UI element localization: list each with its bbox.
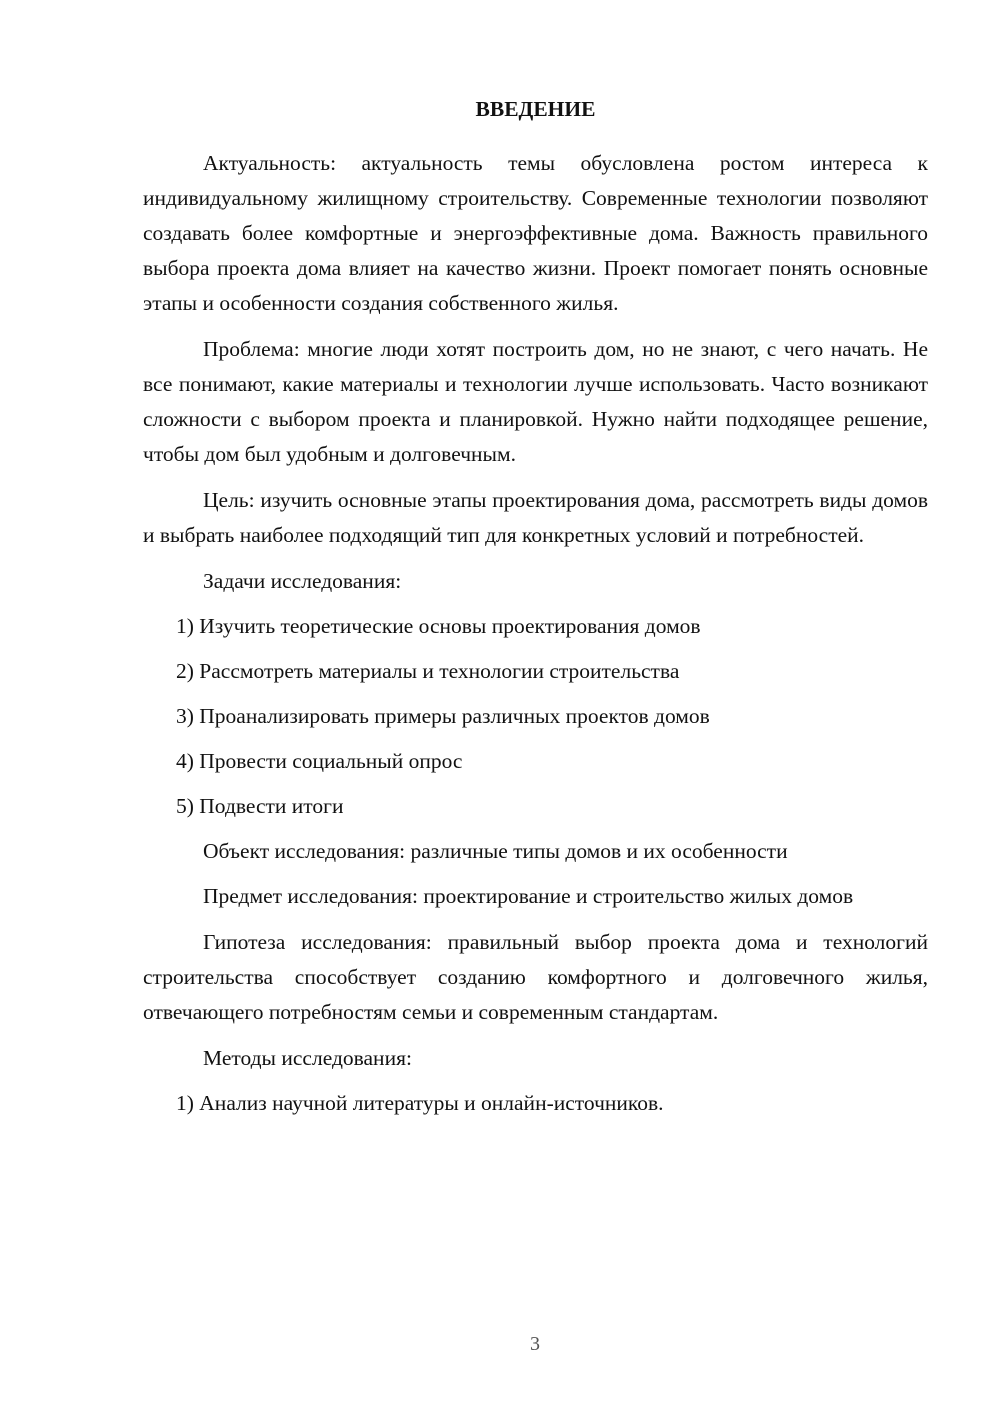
list-item: 1) Изучить теоретические основы проектирования домов	[176, 614, 701, 638]
page-title: ВВЕДЕНИЕ	[475, 97, 596, 121]
hypothesis-paragraph: Гипотеза исследования: правильный выбор проекта дома и технологий строительства способствует созданию комфортного и долговечного жилья, отвечающего потребностям семьи и современным стандартам.	[143, 930, 928, 1024]
list-item: 4) Провести социальный опрос	[176, 749, 463, 773]
problem-paragraph: Проблема: многие люди хотят построить дом, но не знают, с чего начать. Не все понимают, какие материалы и технологии лучше использовать. Часто возникают сложности с выбором проекта и планировкой. Нужно найти подходящее решение, чтобы дом был удобным и долговечным.	[143, 337, 928, 466]
tasks-heading: Задачи исследования:	[203, 569, 402, 593]
object-paragraph: Объект исследования: различные типы домов и их особенности	[203, 839, 788, 863]
tasks-list	[143, 609, 928, 824]
list-item: 5) Подвести итоги	[176, 794, 344, 818]
methods-list	[143, 1086, 928, 1121]
list-item: 1) Анализ научной литературы и онлайн-источников.	[176, 1091, 664, 1115]
list-item: 3) Проанализировать примеры различных проектов домов	[176, 704, 710, 728]
subject-paragraph: Предмет исследования: проектирование и строительство жилых домов	[203, 884, 854, 908]
goal-paragraph: Цель: изучить основные этапы проектирования дома, рассмотреть виды домов и выбрать наиболее подходящий тип для конкретных условий и потребностей.	[143, 488, 928, 547]
document-body	[143, 92, 928, 1121]
methods-heading: Методы исследования:	[203, 1046, 412, 1070]
list-item: 2) Рассмотреть материалы и технологии строительства	[176, 659, 680, 683]
page-number: 3	[530, 1333, 540, 1355]
relevance-paragraph: Актуальность: актуальность темы обусловлена ростом интереса к индивидуальному жилищному строительству. Современные технологии позволяют создавать более комфортные и энергоэффективные дома. Важность правильного выбора проекта дома влияет на качество жизни. Проект помогает понять основные этапы и особенности создания собственного жилья.	[143, 151, 928, 315]
